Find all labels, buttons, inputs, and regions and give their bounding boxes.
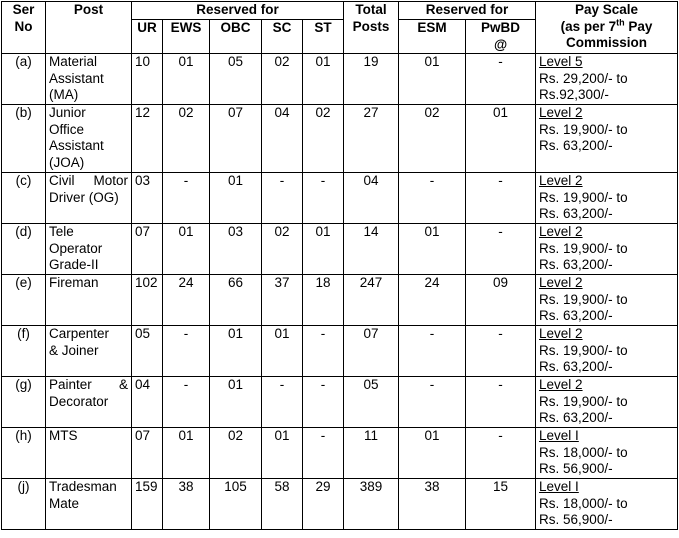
sc-cell: - — [262, 377, 303, 428]
ews-cell: - — [163, 173, 210, 224]
post-line: Decorator — [49, 393, 109, 409]
esm-cell: 38 — [399, 479, 466, 530]
post-line: Assistant — [49, 70, 104, 86]
ews-cell: 01 — [163, 224, 210, 275]
pay-range-line: Rs. 19,900/- to — [539, 240, 628, 256]
post-line: Office — [49, 121, 85, 137]
post-line: Material — [49, 54, 98, 69]
pay-level: Level I — [539, 479, 579, 494]
sc-cell: 01 — [262, 326, 303, 377]
pwbd-cell: 15 — [466, 479, 536, 530]
ur-cell: 12 — [132, 105, 163, 173]
post-cell — [46, 479, 132, 530]
pay-scale-cell — [536, 105, 678, 173]
pay-range-line: Rs. 29,200/- to — [539, 70, 628, 86]
pay-scale-cell — [536, 173, 678, 224]
st-cell: 02 — [303, 105, 344, 173]
esm-cell: 24 — [399, 275, 466, 326]
header-post: Post — [46, 2, 132, 54]
esm-cell: - — [399, 173, 466, 224]
table-row — [2, 173, 678, 224]
obc-cell: 02 — [210, 428, 262, 479]
header-reserved-for: Reserved for — [132, 2, 344, 20]
header-pwbd-line1: PwBD — [481, 20, 521, 35]
table-row — [2, 377, 678, 428]
sc-cell: 58 — [262, 479, 303, 530]
ur-cell: 03 — [132, 173, 163, 224]
post-cell — [46, 105, 132, 173]
obc-cell: 105 — [210, 479, 262, 530]
ser-no-cell: (h) — [2, 428, 46, 479]
ews-cell: 01 — [163, 54, 210, 105]
table-row — [2, 54, 678, 105]
table-header — [2, 2, 678, 54]
post-line: Assistant — [49, 138, 104, 153]
post-line: Junior — [49, 105, 86, 120]
pay-scale-cell — [536, 377, 678, 428]
st-cell: - — [303, 377, 344, 428]
ser-no-cell: (b) — [2, 105, 46, 173]
esm-cell: 02 — [399, 105, 466, 173]
pwbd-cell: - — [466, 224, 536, 275]
header-ser-line2: No — [14, 18, 33, 34]
pay-range-line: Rs. 19,900/- to — [539, 121, 628, 137]
total-posts-cell: 07 — [344, 326, 399, 377]
ews-cell: 02 — [163, 105, 210, 173]
pay-scale-cell — [536, 428, 678, 479]
header-st: ST — [303, 20, 344, 54]
post-line: Grade-II — [49, 257, 99, 272]
pay-scale-cell — [536, 275, 678, 326]
esm-cell: - — [399, 377, 466, 428]
post-line: (MA) — [49, 87, 79, 102]
ews-cell: 01 — [163, 428, 210, 479]
ur-cell: 04 — [132, 377, 163, 428]
pwbd-cell: - — [466, 173, 536, 224]
post-cell — [46, 275, 132, 326]
ur-cell: 10 — [132, 54, 163, 105]
post-cell — [46, 54, 132, 105]
pay-scale-cell — [536, 54, 678, 105]
header-ser-line1: Ser — [12, 2, 35, 17]
header-total-line1: Total — [355, 2, 387, 17]
total-posts-cell: 247 — [344, 275, 399, 326]
ur-cell: 07 — [132, 224, 163, 275]
post-line: & Joiner — [49, 342, 99, 358]
obc-cell: 05 — [210, 54, 262, 105]
table-row — [2, 479, 678, 530]
table-row — [2, 326, 678, 377]
st-cell: 29 — [303, 479, 344, 530]
ur-cell: 159 — [132, 479, 163, 530]
obc-cell: 01 — [210, 377, 262, 428]
header-ser-no — [2, 2, 46, 54]
pay-level: Level 2 — [539, 377, 583, 392]
pay-range-line: Rs. 19,900/- to — [539, 342, 628, 358]
header-pay-line2a: (as per 7 — [560, 18, 617, 34]
post-line: MTS — [49, 428, 78, 443]
obc-cell: 03 — [210, 224, 262, 275]
ser-no-cell: (e) — [2, 275, 46, 326]
header-total-line2: Posts — [352, 18, 390, 34]
pay-range-line: Rs. 63,200/- — [539, 308, 613, 323]
st-cell: 18 — [303, 275, 344, 326]
st-cell: - — [303, 326, 344, 377]
pay-range-line: Rs. 63,200/- — [539, 410, 613, 425]
total-posts-cell: 11 — [344, 428, 399, 479]
total-posts-cell: 389 — [344, 479, 399, 530]
header-pay-line2 — [539, 19, 674, 36]
pay-range-line: Rs. 63,200/- — [539, 359, 613, 374]
post-line: Driver (OG) — [49, 189, 119, 205]
header-sc: SC — [262, 20, 303, 54]
pwbd-cell: - — [466, 428, 536, 479]
post-cell — [46, 428, 132, 479]
esm-cell: 01 — [399, 428, 466, 479]
header-total-posts — [344, 2, 399, 54]
ews-cell: - — [163, 377, 210, 428]
pwbd-cell: 01 — [466, 105, 536, 173]
table-body — [2, 54, 678, 530]
sc-cell: 04 — [262, 105, 303, 173]
pay-range-line: Rs. 63,200/- — [539, 138, 613, 153]
obc-cell: 01 — [210, 173, 262, 224]
pay-level: Level 2 — [539, 326, 583, 341]
sc-cell: 37 — [262, 275, 303, 326]
ur-cell: 102 — [132, 275, 163, 326]
vacancy-table — [1, 1, 678, 530]
ews-cell: 38 — [163, 479, 210, 530]
post-line-justified — [49, 377, 128, 394]
table-row — [2, 105, 678, 173]
total-posts-cell: 19 — [344, 54, 399, 105]
pay-range-line: Rs. 56,900/- — [539, 512, 613, 527]
post-word: Painter — [49, 377, 92, 392]
post-cell — [46, 173, 132, 224]
post-line-justified — [49, 173, 128, 190]
ser-no-cell: (c) — [2, 173, 46, 224]
post-cell — [46, 224, 132, 275]
pay-level: Level 5 — [539, 54, 583, 69]
header-reserved-for-2: Reserved for — [399, 2, 536, 20]
pwbd-cell: 09 — [466, 275, 536, 326]
pwbd-cell: - — [466, 54, 536, 105]
sc-cell: 02 — [262, 224, 303, 275]
ews-cell: 24 — [163, 275, 210, 326]
pay-range-line: Rs. 18,000/- to — [539, 495, 628, 511]
pay-range-line: Rs. 19,900/- to — [539, 291, 628, 307]
header-esm: ESM — [399, 20, 466, 54]
esm-cell: - — [399, 326, 466, 377]
pay-range-line: Rs. 56,900/- — [539, 461, 613, 476]
ser-no-cell: (j) — [2, 479, 46, 530]
esm-cell: 01 — [399, 54, 466, 105]
header-ews: EWS — [163, 20, 210, 54]
ser-no-cell: (g) — [2, 377, 46, 428]
total-posts-cell: 27 — [344, 105, 399, 173]
pay-scale-cell — [536, 224, 678, 275]
pwbd-cell: - — [466, 377, 536, 428]
sc-cell: 02 — [262, 54, 303, 105]
post-line: Tradesman — [49, 479, 117, 494]
post-word: Motor — [93, 173, 128, 188]
header-pay-scale — [536, 2, 678, 54]
post-word: Civil — [49, 173, 75, 188]
header-pay-line1: Pay Scale — [575, 2, 639, 17]
esm-cell: 01 — [399, 224, 466, 275]
post-cell — [46, 326, 132, 377]
post-line: Tele — [49, 224, 74, 239]
post-line: Mate — [49, 495, 80, 511]
obc-cell: 01 — [210, 326, 262, 377]
pay-range-line: Rs. 19,900/- to — [539, 189, 628, 205]
post-line: Fireman — [49, 275, 99, 290]
ser-no-cell: (a) — [2, 54, 46, 105]
post-word: & — [118, 377, 128, 392]
pay-range-line: Rs. 63,200/- — [539, 206, 613, 221]
ur-cell: 07 — [132, 428, 163, 479]
header-ur: UR — [132, 20, 163, 54]
pwbd-cell: - — [466, 326, 536, 377]
header-pay-sup: th — [616, 17, 625, 27]
post-line: (JOA) — [49, 154, 85, 170]
ser-no-cell: (d) — [2, 224, 46, 275]
st-cell: 01 — [303, 54, 344, 105]
pay-scale-cell — [536, 326, 678, 377]
pay-range-line: Rs. 19,900/- to — [539, 393, 628, 409]
total-posts-cell: 14 — [344, 224, 399, 275]
header-obc: OBC — [210, 20, 262, 54]
header-pwbd — [466, 20, 536, 54]
table-row — [2, 275, 678, 326]
ser-no-cell: (f) — [2, 326, 46, 377]
pay-level: Level 2 — [539, 224, 583, 239]
pay-level: Level 2 — [539, 105, 583, 120]
pay-level: Level 2 — [539, 275, 583, 290]
total-posts-cell: 05 — [344, 377, 399, 428]
sc-cell: - — [262, 173, 303, 224]
pay-range-line: Rs. 63,200/- — [539, 257, 613, 272]
header-pay-line2b: Pay — [624, 18, 653, 34]
header-pay-line3: Commission — [566, 35, 648, 50]
table-row — [2, 224, 678, 275]
st-cell: - — [303, 428, 344, 479]
obc-cell: 07 — [210, 105, 262, 173]
obc-cell: 66 — [210, 275, 262, 326]
header-pwbd-line2: @ — [493, 36, 508, 52]
post-cell — [46, 377, 132, 428]
post-line: Carpenter — [49, 326, 110, 341]
pay-level: Level I — [539, 428, 579, 443]
ews-cell: - — [163, 326, 210, 377]
sc-cell: 01 — [262, 428, 303, 479]
pay-scale-cell — [536, 479, 678, 530]
total-posts-cell: 04 — [344, 173, 399, 224]
pay-level: Level 2 — [539, 173, 583, 188]
st-cell: 01 — [303, 224, 344, 275]
post-line: Operator — [49, 240, 103, 256]
table-row — [2, 428, 678, 479]
pay-range-line: Rs. 18,000/- to — [539, 444, 628, 460]
st-cell: - — [303, 173, 344, 224]
pay-range-line: Rs.92,300/- — [539, 87, 609, 102]
ur-cell: 05 — [132, 326, 163, 377]
